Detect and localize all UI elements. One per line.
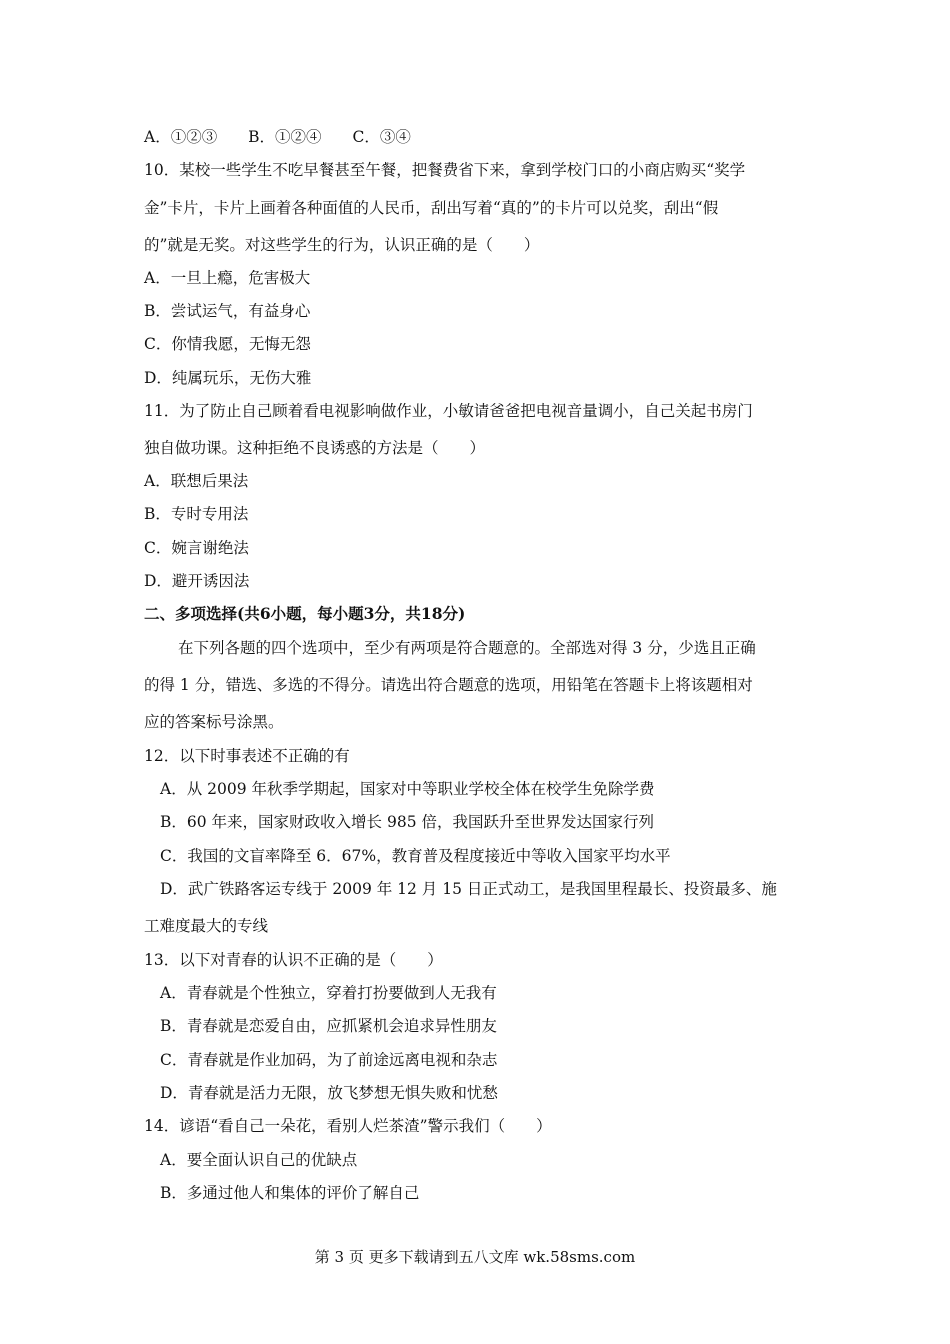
q12-option-a: A．从 2009 年秋季学期起，国家对中等职业学校全体在校学生免除学费 — [160, 780, 655, 798]
q9-option-c: C．③④ — [352, 128, 411, 146]
q11-option-d: D．避开诱因法 — [144, 572, 250, 590]
q10-option-b: B．尝试运气，有益身心 — [144, 302, 311, 320]
q10-stem-line2: 金”卡片，卡片上画着各种面值的人民币，刮出写着“真的”的卡片可以兑奖，刮出“假 — [144, 199, 719, 217]
q10-stem-line3: 的”就是无奖。对这些学生的行为，认识正确的是（ ） — [144, 236, 540, 254]
q11-stem-line1: 11．为了防止自己顾着看电视影响做作业，小敏请爸爸把电视音量调小，自己关起书房门 — [144, 402, 753, 420]
q9-option-a: A．①②③ — [144, 128, 218, 146]
q11-stem-line2: 独自做功课。这种拒绝不良诱惑的方法是（ ） — [144, 439, 486, 457]
page-footer: 第 3 页 更多下载请到五八文库 wk.58sms.com — [314, 1248, 636, 1266]
q9-option-b: B．①②④ — [248, 128, 322, 146]
q14-stem: 14．谚语“看自己一朵花，看别人烂茶渣”警示我们（ ） — [144, 1117, 552, 1135]
q10-option-c: C．你情我愿，无悔无怨 — [144, 335, 311, 353]
q12-option-b: B．60 年来，国家财政收入增长 985 倍，我国跃升至世界发达国家行列 — [160, 813, 654, 831]
q11-option-c: C．婉言谢绝法 — [144, 539, 249, 557]
q14-option-b: B．多通过他人和集体的评价了解自己 — [160, 1184, 420, 1202]
q10-option-d: D．纯属玩乐，无伤大雅 — [144, 369, 312, 387]
q13-option-c: C．青春就是作业加码，为了前途远离电视和杂志 — [160, 1051, 498, 1069]
q12-option-d-line1: D．武广铁路客运专线于 2009 年 12 月 15 日正式动工，是我国里程最长、投资最多、施 — [160, 880, 777, 898]
q13-option-b: B．青春就是恋爱自由，应抓紧机会追求异性朋友 — [160, 1017, 497, 1035]
q12-stem: 12．以下时事表述不正确的有 — [144, 747, 350, 765]
section2-instruction-line3: 应的答案标号涂黑。 — [144, 713, 284, 731]
q14-option-a: A．要全面认识自己的优缺点 — [160, 1151, 358, 1169]
q12-option-d-line2: 工难度最大的专线 — [144, 917, 269, 935]
q12-option-c: C．我国的文盲率降至 6．67%，教育普及程度接近中等收入国家平均水平 — [160, 847, 671, 865]
section2-instruction-line2: 的得 1 分，错选、多选的不得分。请选出符合题意的选项，用铅笔在答题卡上将该题相对 — [144, 676, 753, 694]
q9-options — [144, 127, 411, 147]
section2-heading: 二、多项选择(共6小题，每小题3分，共18分) — [144, 604, 466, 623]
q11-option-a: A．联想后果法 — [144, 472, 249, 490]
q10-option-a: A．一旦上瘾，危害极大 — [144, 269, 311, 287]
section2-instruction-line1: 在下列各题的四个选项中，至少有两项是符合题意的。全部选对得 3 分，少选且正确 — [178, 639, 756, 657]
q13-stem: 13．以下对青春的认识不正确的是（ ） — [144, 951, 443, 969]
q10-stem-line1: 10．某校一些学生不吃早餐甚至午餐，把餐费省下来，拿到学校门口的小商店购买“奖学 — [144, 161, 746, 179]
q11-option-b: B．专时专用法 — [144, 505, 249, 523]
q13-option-a: A．青春就是个性独立，穿着打扮要做到人无我有 — [160, 984, 497, 1002]
q13-option-d: D．青春就是活力无限，放飞梦想无惧失败和忧愁 — [160, 1084, 498, 1102]
